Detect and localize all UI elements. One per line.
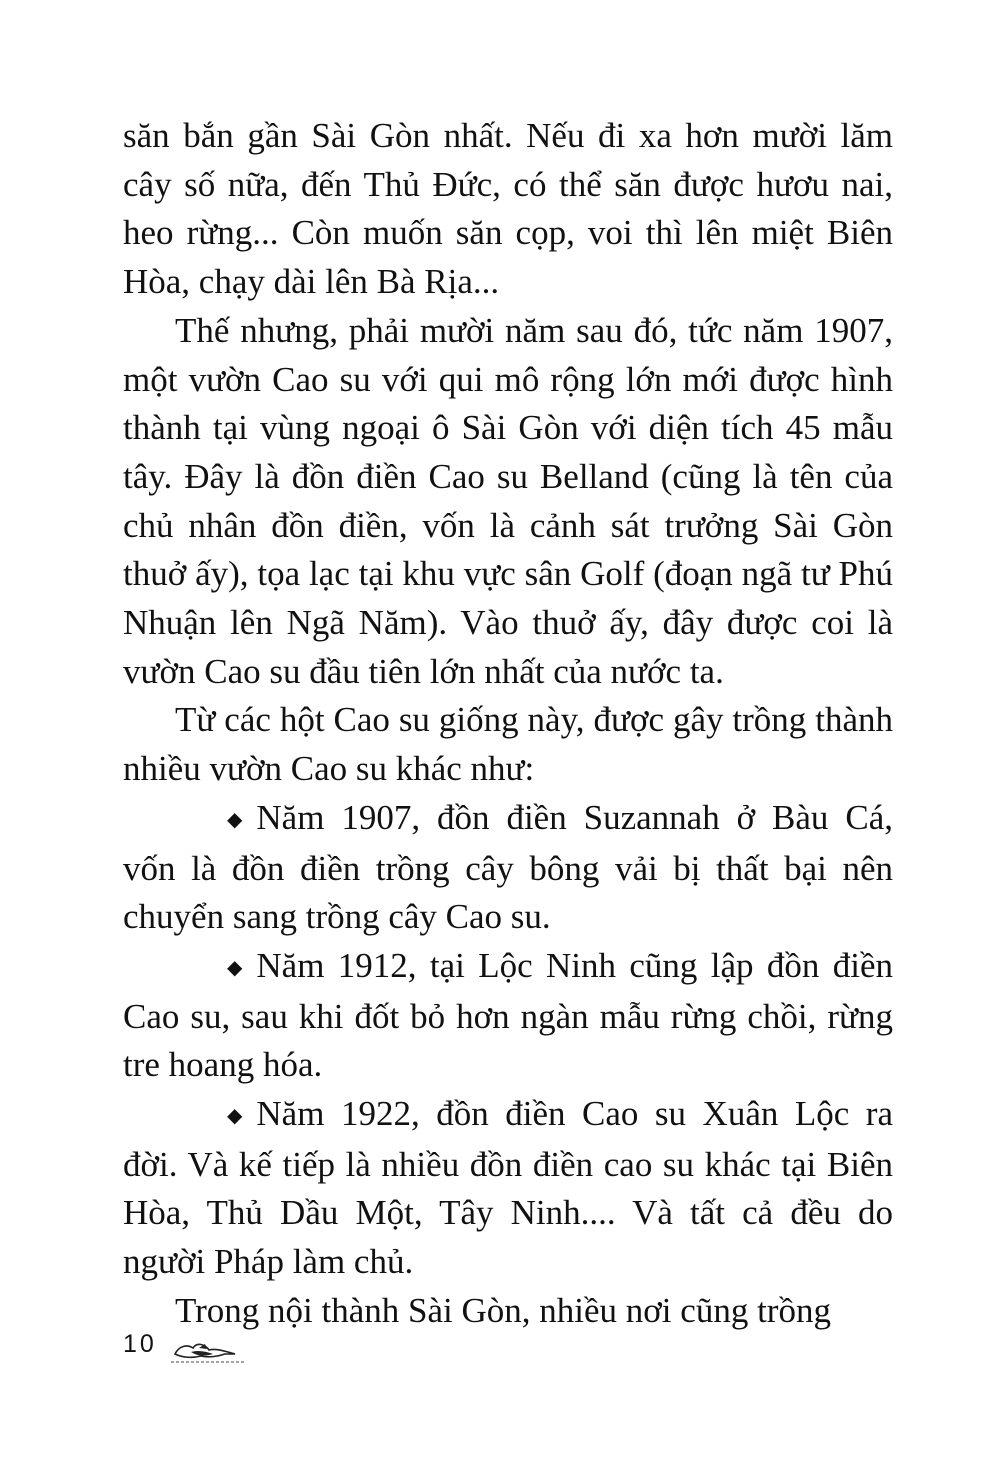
diamond-bullet-icon: ◆ [227,1105,243,1128]
page-body [123,112,893,1336]
diamond-bullet-icon: ◆ [227,956,243,979]
bullet-item-text: Năm 1912, tại Lộc Ninh cũng lập đồn điền Cao su, sau khi đốt bỏ hơn ngàn mẫu rừng chồi, rừng tre hoang hóa. [123,945,893,1085]
diamond-bullet-icon: ◆ [227,808,243,831]
bullet-item [123,1090,893,1287]
bullet-item-text: Năm 1907, đồn điền Suzannah ở Bàu Cá, vốn là đồn điền trồng cây bông vải bị thất bại nên chuyển sang trồng cây Cao su. [123,797,893,937]
page-footer [123,1330,263,1370]
swallow-ornament-icon [169,1332,249,1366]
paragraph: Thế nhưng, phải mười năm sau đó, tức năm 1907, một vườn Cao su với qui mô rộng lớn mới được hình thành tại vùng ngoại ô Sài Gòn với diện tích 45 mẫu tây. Đây là đồn điền Cao su Belland (cũng là tên của chủ nhân đồn điền, vốn là cảnh sát trưởng Sài Gòn thuở ấy), tọa lạc tại khu vực sân Golf (đoạn ngã tư Phú Nhuận lên Ngã Năm). Vào thuở ấy, đây được coi là vườn Cao su đầu tiên lớn nhất của nước ta. [123,310,893,691]
paragraph: Từ các hột Cao su giống này, được gây trồng thành nhiều vườn Cao su khác như: [123,700,893,789]
paragraph: săn bắn gần Sài Gòn nhất. Nếu đi xa hơn mười lăm cây số nữa, đến Thủ Đức, có thể săn được hươu nai, heo rừng... Còn muốn săn cọp, voi thì lên miệt Biên Hòa, chạy dài lên Bà Rịa... [123,116,893,302]
bullet-item-text: Năm 1922, đồn điền Cao su Xuân Lộc ra đời. Và kế tiếp là nhiều đồn điền cao su khác tại Biên Hòa, Thủ Dầu Một, Tây Ninh.... Và tất cả đều do người Pháp làm chủ. [123,1094,893,1282]
paragraph: Trong nội thành Sài Gòn, nhiều nơi cũng trồng [175,1290,831,1330]
bullet-item [123,942,893,1090]
page-number: 10 [123,1330,157,1358]
bullet-item [123,794,893,942]
